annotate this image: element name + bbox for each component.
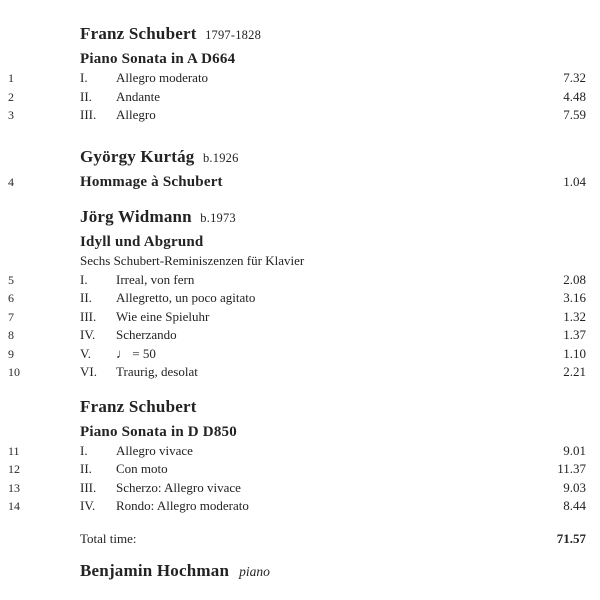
movement-numeral: III. xyxy=(80,107,97,122)
track-title: Rondo: Allegro moderato xyxy=(116,498,249,513)
track-number: 9 xyxy=(8,346,14,361)
movement-numeral: IV. xyxy=(80,498,96,513)
total-time-value: 71.57 xyxy=(556,530,586,546)
section-widmann xyxy=(0,205,586,382)
track-time: 7.59 xyxy=(563,107,586,122)
track-row xyxy=(0,460,586,479)
track-row xyxy=(0,442,586,461)
track-title: Allegro moderato xyxy=(116,70,209,85)
track-time: 1.32 xyxy=(563,308,586,324)
section-schubert-d664 xyxy=(0,22,586,125)
track-time: 4.48 xyxy=(563,88,586,104)
track-number: 5 xyxy=(8,272,14,287)
work-title: Piano Sonata in D D850 xyxy=(80,423,237,440)
movement-numeral: IV. xyxy=(80,327,96,342)
track-title tempo-quarter-note: ♩ = 50 xyxy=(116,345,156,361)
track-row xyxy=(0,69,586,88)
movement-numeral: II. xyxy=(80,290,92,305)
composer-name: Franz Schubert xyxy=(80,24,197,43)
movement-numeral: I. xyxy=(80,70,88,85)
track-title: Con moto xyxy=(116,461,168,476)
artist-credit xyxy=(80,558,586,585)
track-time: 3.16 xyxy=(563,290,586,305)
track-time: 11.37 xyxy=(557,461,586,476)
track-row xyxy=(0,345,586,364)
movement-numeral: II. xyxy=(80,88,92,104)
track-time: 1.10 xyxy=(563,345,586,361)
movement-numeral: V. xyxy=(80,345,91,361)
composer-heading xyxy=(80,205,586,230)
movement-numeral: I. xyxy=(80,271,88,287)
track-time: 9.03 xyxy=(563,479,586,495)
composer-name: Jörg Widmann xyxy=(80,206,192,226)
track-title: Traurig, desolat xyxy=(116,364,198,379)
composer-dates: 1797-1828 xyxy=(205,28,262,42)
track-title: Irreal, von fern xyxy=(116,271,195,287)
track-title: Wie eine Spieluhr xyxy=(116,308,210,324)
track-row xyxy=(0,289,586,308)
work-title: Piano Sonata in A D664 xyxy=(80,51,236,67)
section-schubert-d850 xyxy=(0,395,586,516)
track-title: Allegro vivace xyxy=(116,442,193,458)
track-title: Allegretto, un poco agitato xyxy=(116,290,256,305)
track-time: 9.01 xyxy=(563,442,586,458)
movement-numeral: I. xyxy=(80,442,88,458)
track-number: 6 xyxy=(8,291,14,305)
work-subtitle: Sechs Schubert-Reminiszenzen für Klavier xyxy=(80,252,305,268)
track-number: 2 xyxy=(8,89,14,104)
total-time-row xyxy=(0,530,586,548)
track-time: 2.08 xyxy=(563,271,586,287)
track-time: 1.37 xyxy=(563,327,586,342)
track-row xyxy=(0,88,586,107)
track-time: 1.04 xyxy=(563,173,586,189)
track-number: 14 xyxy=(8,499,20,513)
track-time: 7.32 xyxy=(563,70,586,85)
composer-heading xyxy=(80,145,586,170)
composer-dates: b.1926 xyxy=(202,150,239,165)
composer-heading xyxy=(80,22,586,47)
track-row xyxy=(0,271,586,290)
artist-instrument: piano xyxy=(239,563,270,579)
track-time: 8.44 xyxy=(563,498,586,513)
track-title: Scherzando xyxy=(116,327,177,342)
track-number: 3 xyxy=(8,108,14,122)
track-row xyxy=(0,326,586,345)
work-title: Hommage à Schubert xyxy=(80,173,223,190)
track-row xyxy=(0,363,586,382)
track-list xyxy=(0,442,586,516)
track-row xyxy=(0,106,586,125)
track-number: 7 xyxy=(8,309,14,324)
track-time: 2.21 xyxy=(563,364,586,379)
movement-numeral: III. xyxy=(80,479,97,495)
track-number: 1 xyxy=(8,71,14,85)
track-title: Andante xyxy=(116,88,161,104)
track-title: Allegro xyxy=(116,107,156,122)
composer-name: Franz Schubert xyxy=(80,396,197,416)
track-list xyxy=(0,69,586,125)
track-row xyxy=(0,308,586,327)
artist-name: Benjamin Hochman xyxy=(80,560,230,580)
work-title: Idyll und Abgrund xyxy=(80,233,204,250)
track-list xyxy=(0,271,586,382)
movement-numeral: III. xyxy=(80,308,97,324)
composer-name: György Kurtág xyxy=(80,146,195,166)
track-row xyxy=(0,497,586,516)
track-title: Scherzo: Allegro vivace xyxy=(116,479,241,495)
work-track-row xyxy=(0,170,586,194)
composer-dates: b.1973 xyxy=(200,210,236,225)
track-number: 10 xyxy=(8,365,20,379)
movement-numeral: II. xyxy=(80,461,92,476)
movement-numeral: VI. xyxy=(80,364,97,379)
track-number: 4 xyxy=(8,174,14,189)
track-row xyxy=(0,479,586,498)
track-number: 8 xyxy=(8,328,14,342)
track-number: 13 xyxy=(8,480,20,495)
track-number: 12 xyxy=(8,462,20,476)
total-time-label: Total time: xyxy=(80,530,137,546)
composer-heading xyxy=(80,395,586,420)
section-kurtag xyxy=(0,145,586,194)
track-number: 11 xyxy=(8,443,20,458)
